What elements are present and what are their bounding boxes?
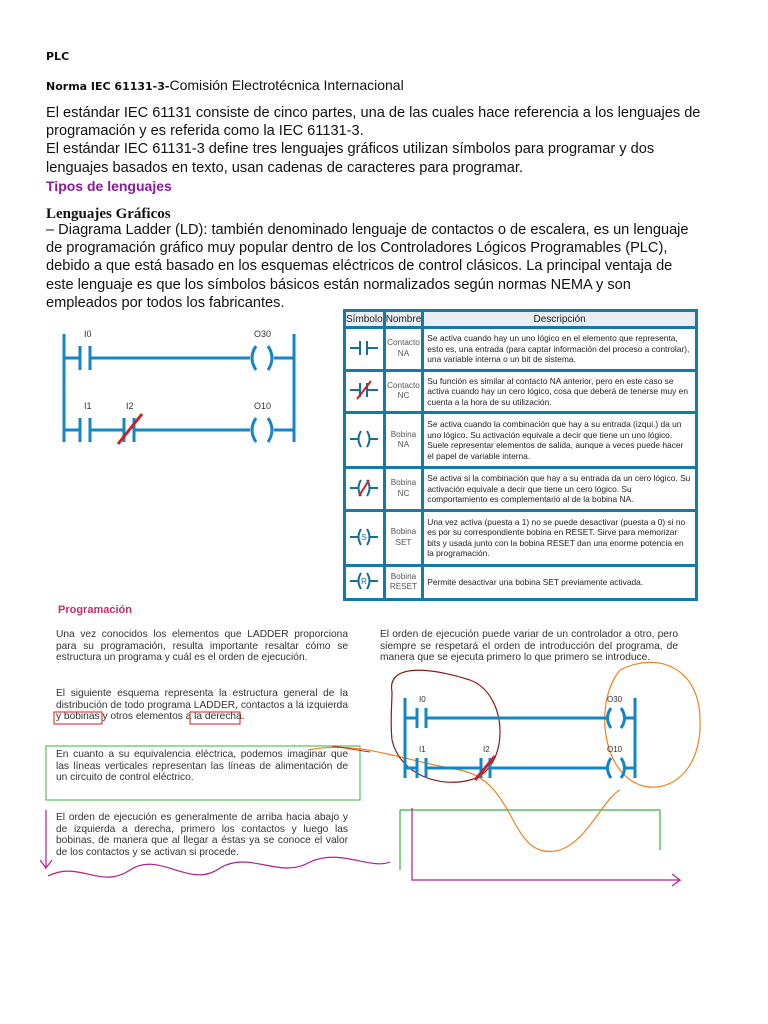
row-name: RESET (389, 582, 418, 592)
intro-line: lenguajes basados en texto, usan cadenas de caracteres para programar. (46, 159, 524, 176)
row-desc: Se activa si la combinación que hay a su entrada da un cero lógico. Su activación equivale a decir que tiene un cero lógico. Su comportamiento es complementario al de la bobina NA. (424, 469, 695, 509)
ladder-label: I1 (84, 401, 92, 411)
intro-line: programación y es referida como la IEC 61131-3. (46, 123, 364, 140)
symbols-table (343, 309, 698, 601)
row-desc: Su función es similar al contacto NA anterior, pero en este caso se activa cuando hay un cero lógico, cosa que deberá de tenerse muy en cuenta a la hora de su utilización. (424, 372, 695, 412)
ladder-diagram-2 (395, 690, 655, 790)
ladder-label: I0 (84, 329, 92, 339)
intro-line: El estándar IEC 61131 consiste de cinco partes, una de las cuales hace referencia a los lenguajes de (46, 105, 701, 121)
eq-bracket (46, 746, 360, 800)
table-header: Nombre (385, 313, 422, 325)
graficos-line: este lenguaje es que los símbolos básicos están normalizados según normas NEMA y son (46, 276, 631, 293)
graficos-line: empleados por todos los fabricantes. (46, 294, 285, 311)
intro-line: El estándar IEC 61131-3 define tres lenguajes gráficos utilizan símbolos para programar y dos (46, 141, 655, 158)
table-row (346, 372, 695, 412)
ladder-label: O10 (607, 745, 623, 754)
graficos-line: de programación gráfico muy popular dentro de los Controladores Lógicos Programables (PLC), (46, 240, 668, 257)
ladder-label: I2 (483, 745, 490, 754)
row-name: SET (395, 537, 412, 547)
row-name: NC (397, 489, 410, 498)
ladder-label: O10 (254, 401, 272, 411)
green-arrow (400, 810, 660, 870)
plc-heading: PLC (46, 50, 70, 63)
row-name: Bobina (390, 478, 417, 488)
row-name: NA (397, 348, 410, 358)
coil-set-icon (349, 525, 379, 549)
order-arrow (40, 810, 52, 868)
table-row (346, 469, 695, 509)
graficos-line: – Diagrama Ladder (LD): también denominado lenguaje de contactos o de escalera, es un lenguaje (46, 222, 689, 238)
row-name: NC (397, 391, 410, 401)
intro-paragraph (46, 104, 720, 177)
graficos-line: debido a que está basado en los esquemas eléctricos de control clásicos. La principal ventaja de (46, 258, 673, 275)
table-header: Descripción (424, 312, 695, 326)
coil-na-icon (349, 427, 379, 451)
programacion-title: Programación (58, 604, 132, 616)
table-header: Símbolo (346, 313, 383, 325)
table-row (346, 414, 695, 466)
coil-nc-icon (349, 476, 379, 500)
norma-rest: Comisión Electrotécnica Internacional (169, 77, 404, 93)
graficos-paragraph (46, 221, 720, 312)
row-desc: Una vez activa (puesta a 1) no se puede desactivar (puesta a 0) si no es por su correspondiente bobina en RESET. Sirve para memorizar bits y usada junto con la bobina RESET dan una enorme potencia en la programación. (424, 512, 695, 564)
row-desc: Se activa cuando hay un uno lógico en el elemento que representa, esto es, una entrada (para captar información del proceso a controlar), una variable interna o un bit de sistema. (424, 329, 695, 369)
table-row (346, 512, 695, 564)
bobinas-box (190, 712, 240, 724)
row-name: Contacto (387, 338, 420, 348)
norma-line (46, 77, 404, 93)
wave-line (48, 857, 390, 877)
ladder-label: I2 (126, 401, 134, 411)
table-row (346, 329, 695, 369)
row-name: Bobina (390, 571, 417, 581)
purple-arrow (412, 808, 680, 886)
row-name: Bobina (390, 429, 417, 439)
ladder-label: O30 (607, 695, 623, 704)
tipos-heading: Tipos de lenguajes (46, 178, 172, 194)
ladder-label: I1 (419, 745, 426, 754)
ladder-diagram (50, 322, 310, 462)
prog-p2: El siguiente esquema representa la estructura general de la distribución de todo programa LADDER, contactos a la izquierda y bobinas y otros elementos a la derecha. (56, 688, 348, 723)
contactos-box (54, 712, 102, 724)
svg-text:S: S (361, 532, 368, 542)
row-name: Contacto (387, 380, 420, 390)
prog-p3: En cuanto a su equivalencia eléctrica, podemos imaginar que las líneas verticales representan las líneas de alimentación de un circuito de control eléctrico. (56, 749, 348, 784)
ladder-label: I0 (419, 695, 426, 704)
prog-p4: El orden de ejecución es generalmente de arriba hacia abajo y de izquierda a derecha, primero los contactos y luego las bobinas, de manera que al llegar a éstas ya se conoce el valor de los contactos y se activan si procede. (56, 812, 348, 858)
row-name: Bobina (390, 527, 417, 537)
row-desc: Se activa cuando la combinación que hay a su entrada (izqui.) da un uno lógico. Su activación equivale a decir que tiene un uno lógico. Suele representar elementos de salida, aunque a veces puede hacer el papel de variable interna. (424, 414, 695, 466)
contact-nc-icon (349, 378, 379, 402)
graficos-heading: Lenguajes Gráficos (46, 206, 171, 222)
norma-bold: Norma IEC 61131-3- (46, 80, 170, 93)
row-desc: Permite desactivar una bobina SET previamente activada. (424, 567, 695, 598)
contact-na-icon (349, 336, 379, 360)
ladder-label: O30 (254, 329, 272, 339)
svg-text:R: R (361, 577, 368, 587)
row-name: NA (397, 440, 410, 450)
prog-p5: El orden de ejecución puede variar de un controlador a otro, pero siempre se respetará el orden de introducción del programa, de manera que se ejecuta primero lo que primero se introduce. (380, 629, 678, 664)
prog-p1: Una vez conocidos los elementos que LADDER proporciona para su programación, resulta importante resaltar cómo se estructura un programa y cuál es el orden de ejecución. (56, 629, 348, 664)
table-row (346, 567, 695, 598)
coil-reset-icon (349, 569, 379, 593)
